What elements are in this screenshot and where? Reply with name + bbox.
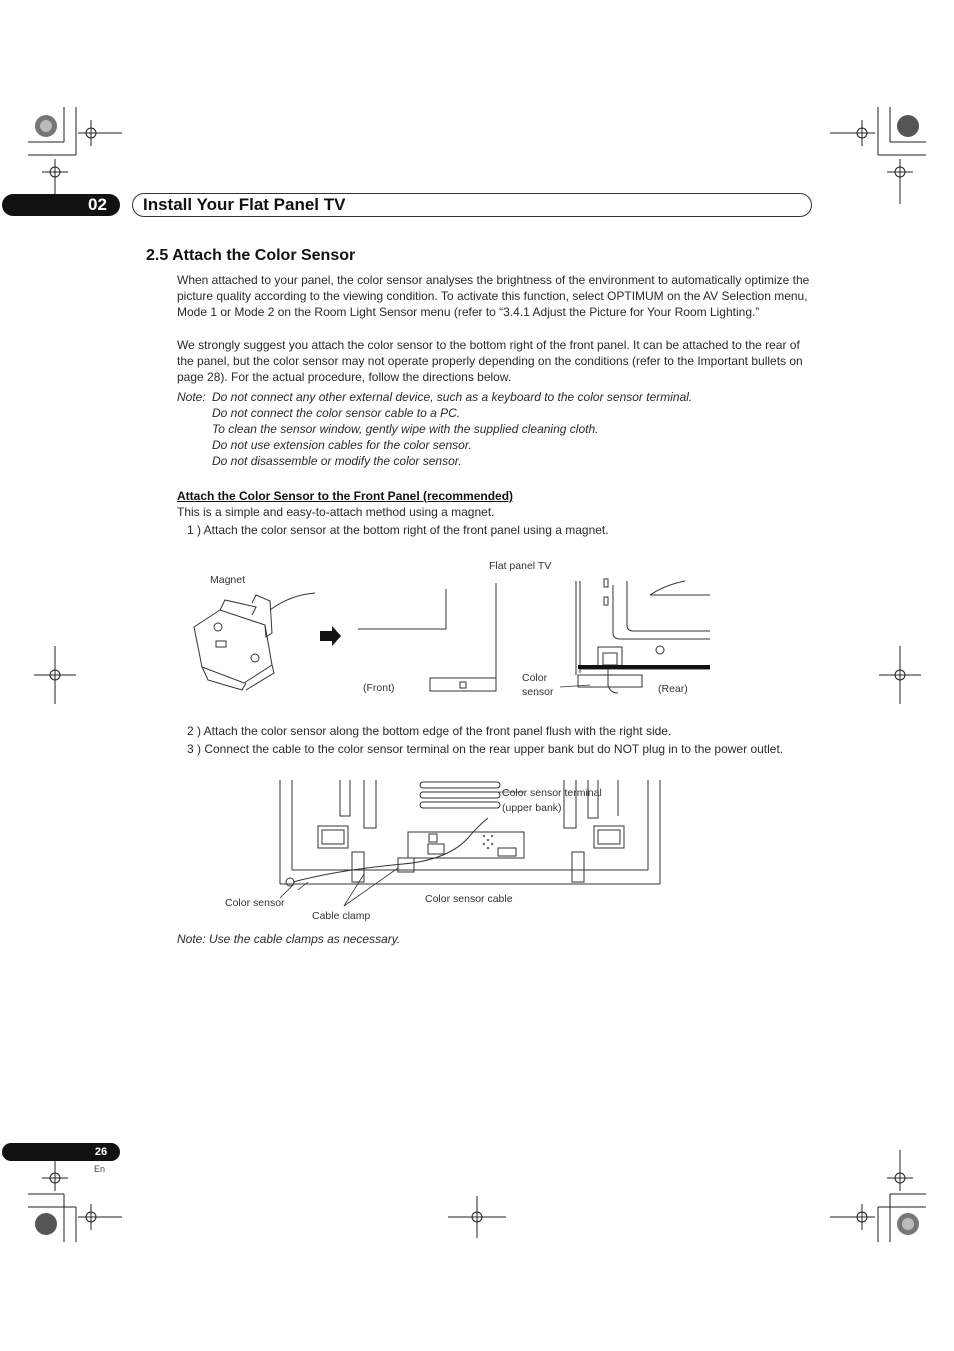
note-line-5: Do not disassemble or modify the color sensor. <box>212 454 462 468</box>
procedure-intro: This is a simple and easy-to-attach method using a magnet. <box>177 505 495 519</box>
note-line-4: Do not use extension cables for the color sensor. <box>212 438 472 452</box>
color-sensor-label-line-2: sensor <box>522 686 554 698</box>
step-2: 2 ) Attach the color sensor along the bottom edge of the front panel flush with the right side. <box>187 724 672 738</box>
step-1: 1 ) Attach the color sensor at the bottom right of the front panel using a magnet. <box>187 523 609 537</box>
color-sensor-label-line-1: Color <box>522 672 548 684</box>
chapter-number: 02 <box>88 195 107 214</box>
color-sensor-label: Color sensor <box>225 897 285 909</box>
front-label: (Front) <box>363 682 395 694</box>
note-line-1: Do not connect any other external device, such as a keyboard to the color sensor terminal. <box>212 390 693 404</box>
intro-paragraph-1: When attached to your panel, the color sensor analyses the brightness of the environment to automatically optimize the picture quality according to the viewing condition. To activate this function, select OPTIMUM on the AV Selection menu, Mode 1 or Mode 2 on the Room Light Sensor menu (refer to “3.4.1 Adjust the Picture for Your Room Lighting.” <box>177 273 810 319</box>
chapter-title: Install Your Flat Panel TV <box>143 195 346 214</box>
page-number: 26 <box>94 1146 108 1158</box>
note-line-3: To clean the sensor window, gently wipe with the supplied cleaning cloth. <box>212 422 599 436</box>
procedure-heading: Attach the Color Sensor to the Front Panel (recommended) <box>177 489 514 503</box>
intro-paragraph-2: We strongly suggest you attach the color sensor to the bottom right of the front panel. It can be attached to the rear of the panel, but the color sensor may not operate properly depending on the conditions (refer to the Important bullets on page 28). For the actual procedure, follow the directions below. <box>177 338 803 384</box>
rear-label: (Rear) <box>658 683 688 695</box>
arrow-right-icon <box>320 626 341 646</box>
magnet-sensor-drawing <box>194 610 272 683</box>
terminal-label-line-2: (upper bank) <box>502 802 562 814</box>
note-line-2: Do not connect the color sensor cable to a PC. <box>212 406 461 420</box>
figure-front-attach <box>180 555 720 705</box>
cable-clamp-label: Cable clamp <box>312 910 371 922</box>
magnet-label: Magnet <box>210 574 246 586</box>
section-title: 2.5 Attach the Color Sensor <box>146 247 356 264</box>
flat-panel-label: Flat panel TV <box>489 560 552 572</box>
terminal-label-line-1: Color sensor terminal <box>502 787 602 799</box>
page-language: En <box>94 1164 106 1174</box>
cable-label: Color sensor cable <box>425 893 513 905</box>
step-3: 3 ) Connect the cable to the color sensor terminal on the rear upper bank but do NOT plug in to the power outlet. <box>187 742 784 756</box>
figure-2-leader-lines <box>280 860 410 912</box>
note-prefix: Note: <box>177 390 206 404</box>
footer-note: Note: Use the cable clamps as necessary. <box>177 932 401 946</box>
